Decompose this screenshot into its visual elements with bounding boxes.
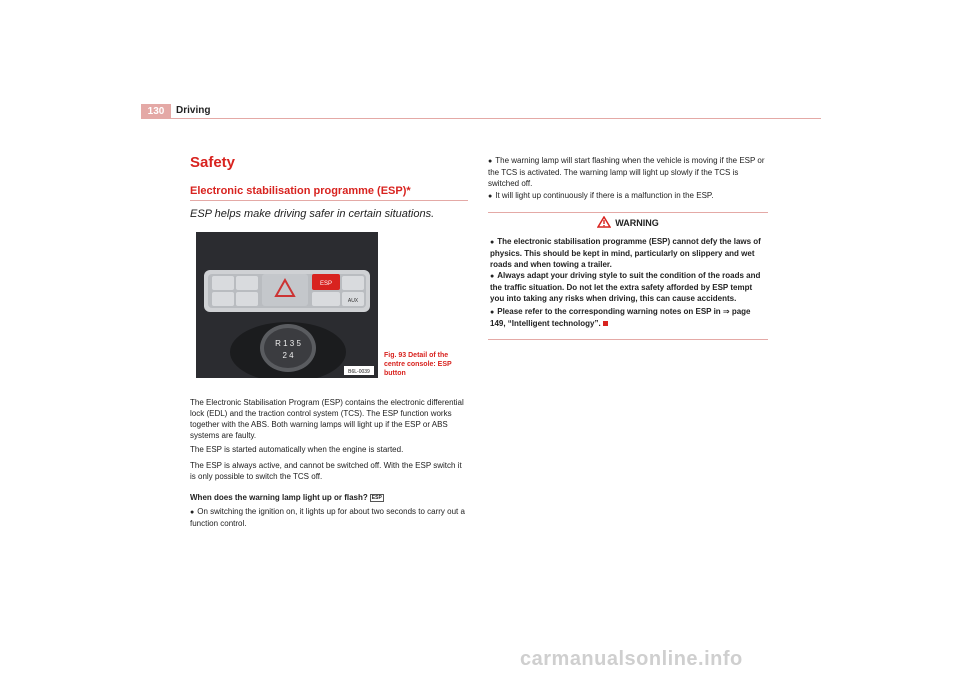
subsection-title: Electronic stabilisation programme (ESP)* xyxy=(190,185,411,197)
paragraph-esp-active: The ESP is always active, and cannot be switched off. With the ESP switch it is only possible to switch the TCS off. xyxy=(190,461,462,481)
console-illustration xyxy=(196,232,378,378)
bullet-icon: ● xyxy=(190,509,195,516)
gear-bottom-label: 2 4 xyxy=(282,351,294,360)
bullet-text: It will light up continuously if there is a malfunction in the ESP. xyxy=(495,191,714,200)
bullet-icon: ● xyxy=(490,309,495,316)
bullet-icon: ● xyxy=(490,239,495,246)
header-rule xyxy=(141,118,821,119)
chapter-title: Driving xyxy=(176,105,211,116)
esp-console-photo xyxy=(196,232,378,378)
paragraph-esp-description: The Electronic Stabilisation Program (ESP) contains the electronic differential lock (EDL) and the traction control system (TCS). The ESP function works together with the ABS. Both warning lamps will light up if the ESP or ABS systems are faulty. xyxy=(190,398,464,440)
bullet-ignition xyxy=(190,506,468,529)
section-title: Safety xyxy=(190,154,236,171)
warning-item-text: Always adapt your driving style to suit the condition of the roads and the traffic situation. Do not let the extra safety afforded by ESP tempt you into taking any risks when driving, this can cause accidents. xyxy=(490,271,761,303)
bullet-icon: ● xyxy=(488,193,493,200)
figure-caption: Fig. 93 Detail of the centre console: ESP button xyxy=(384,352,452,377)
gear-top-label: R 1 3 5 xyxy=(275,339,301,348)
bullet-text: The warning lamp will start flashing when the vehicle is moving if the ESP or the TCS is activated. The warning lamp will light up slowly if the TCS is switched off. xyxy=(488,156,765,188)
page-number: 130 xyxy=(141,104,171,119)
warning-lamp-heading xyxy=(190,493,384,502)
end-of-section-icon xyxy=(603,321,608,326)
warning-heading xyxy=(488,216,768,228)
warning-item-text: The electronic stabilisation programme (ESP) cannot defy the laws of physics. This should be kept in mind, particularly on slippery and wet roads and when towing a trailer. xyxy=(490,237,761,269)
bullet-icon: ● xyxy=(488,158,493,165)
warning-triangle-icon xyxy=(597,216,611,228)
aux-label: AUX xyxy=(347,298,359,304)
esp-button-label: ESP xyxy=(319,281,333,287)
warning-item-text[interactable]: Please refer to the corresponding warning notes on ESP in ⇒ page 149, “Intelligent technology”. xyxy=(490,307,751,328)
bullet-malfunction xyxy=(488,190,766,202)
warning-title: WARNING xyxy=(615,218,659,228)
bullet-text: On switching the ignition on, it lights up for about two seconds to carry out a function control. xyxy=(190,507,465,528)
figure-code: B6L-0039 xyxy=(348,369,370,375)
watermark: carmanualsonline.info xyxy=(520,648,743,670)
paragraph-esp-start: The ESP is started automatically when the engine is started. xyxy=(190,445,404,454)
intro-text: ESP helps make driving safer in certain situations. xyxy=(190,208,435,220)
subsection-rule xyxy=(190,200,468,201)
warning-item-physics xyxy=(490,236,766,270)
bullet-icon: ● xyxy=(490,273,495,280)
warning-item-reference xyxy=(490,306,766,329)
bullet-flashing xyxy=(488,155,766,189)
esp-lamp-icon: ESP xyxy=(371,494,382,501)
warning-lamp-heading-text: When does the warning lamp light up or flash? xyxy=(190,493,368,502)
warning-item-driving-style xyxy=(490,270,766,304)
